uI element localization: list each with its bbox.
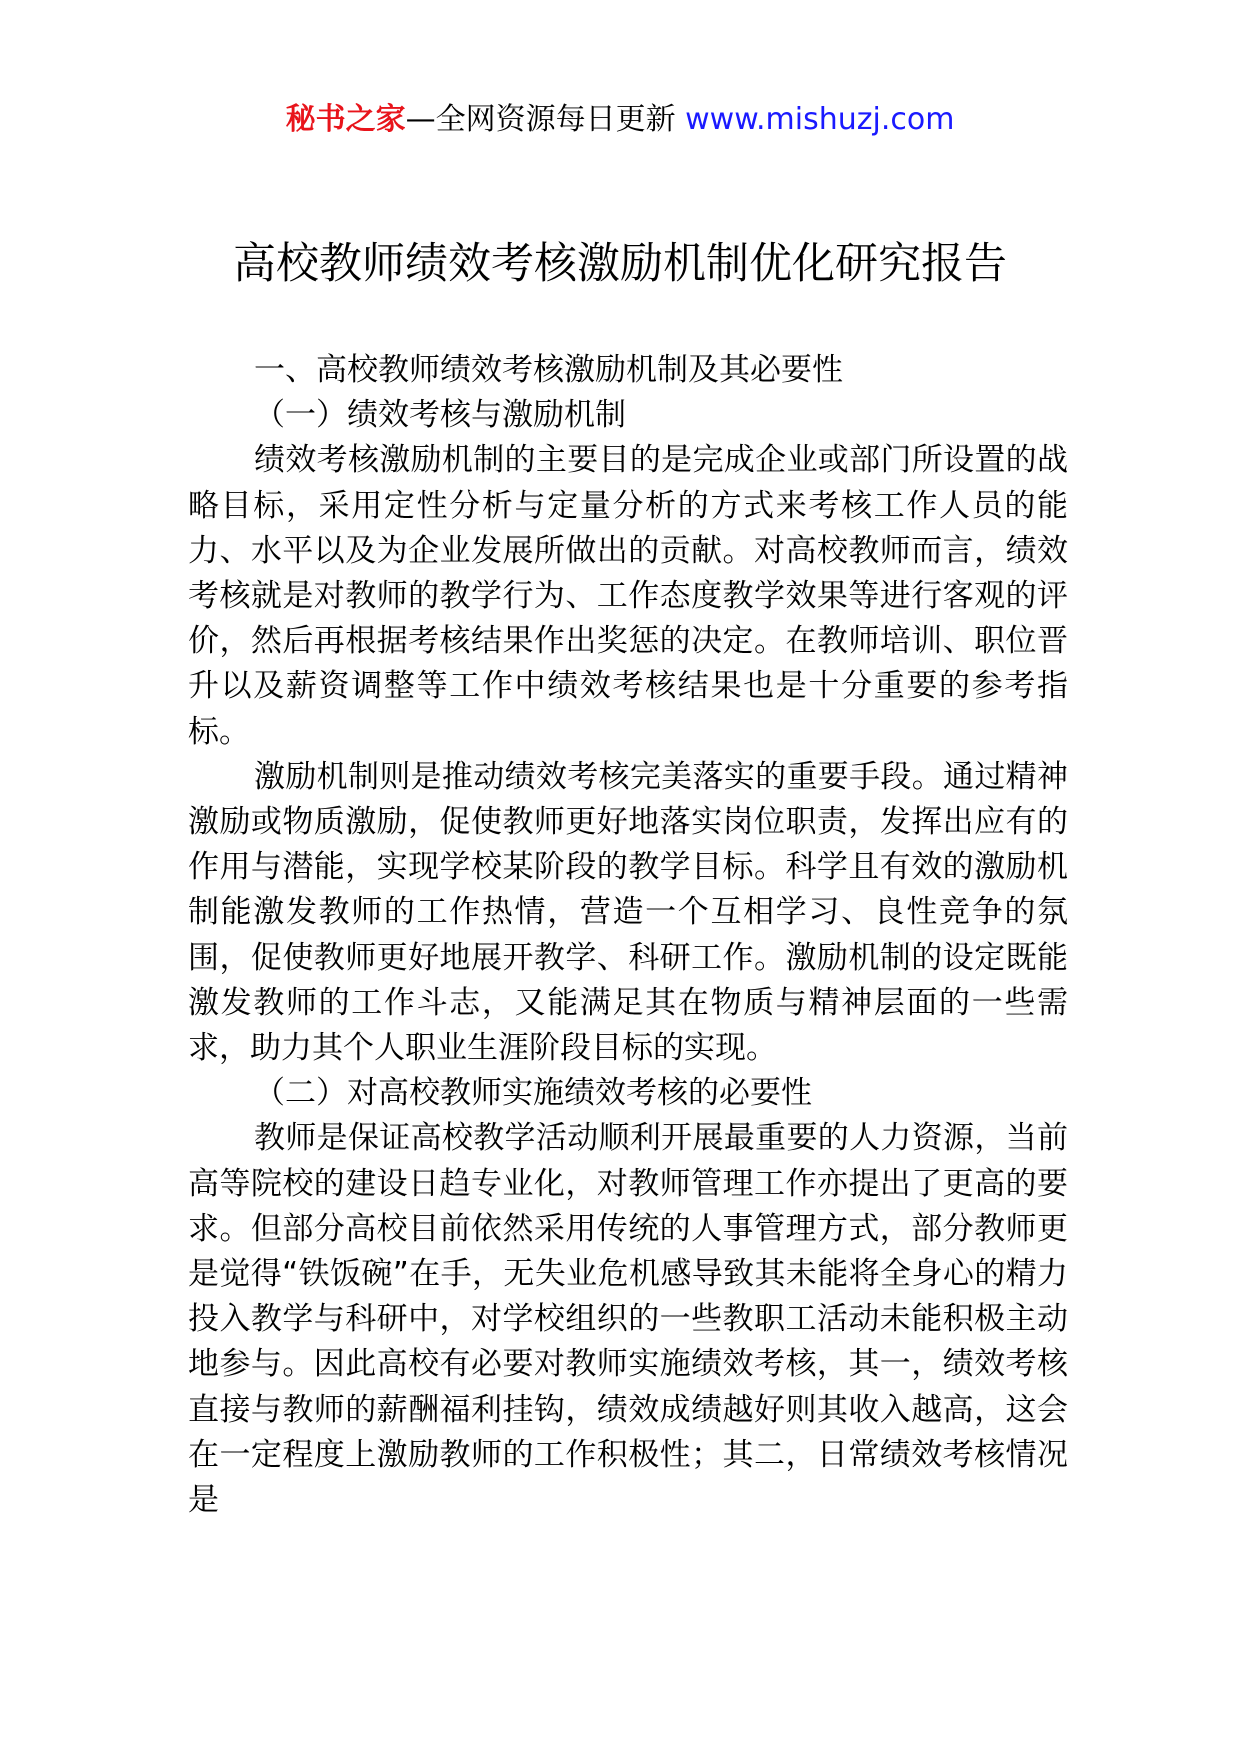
section-heading-1: 一、高校教师绩效考核激励机制及其必要性 bbox=[254, 352, 843, 388]
paragraph-2: 激励机制则是推动绩效考核完美落实的重要手段。通过精神激励或物质激励，促使教师更好地落实岗位职责，发挥出应有的作用与潜能，实现学校某阶段的教学目标。科学且有效的激励机制能激发教师的工作热情，营造一个互相学习、良性竞争的氛围，促使教师更好地展开教学、科研工作。激励机制的设定既能激发教师的工作斗志，又能满足其在物质与精神层面的一些需求，助力其个人职业生涯阶段目标的实现。 bbox=[188, 758, 1068, 1067]
site-header bbox=[0, 100, 1240, 140]
site-tagline: —全网资源每日更新 bbox=[405, 102, 686, 137]
subsection-heading-2: （二）对高校教师实施绩效考核的必要性 bbox=[254, 1075, 812, 1112]
document-body bbox=[188, 348, 1068, 1523]
paragraph-1: 绩效考核激励机制的主要目的是完成企业或部门所设置的战略目标，采用定性分析与定量分析的方式来考核工作人员的能力、水平以及为企业发展所做出的贡献。对高校教师而言，绩效考核就是对教师的教学行为、工作态度教学效果等进行客观的评价，然后再根据考核结果作出奖惩的决定。在教师培训、职位晋升以及薪资调整等工作中绩效考核结果也是十分重要的参考指标。 bbox=[188, 442, 1068, 750]
document-title: 高校教师绩效考核激励机制优化研究报告 bbox=[233, 239, 1007, 289]
subsection-heading-1: （一）绩效考核与激励机制 bbox=[254, 397, 626, 434]
paragraph-3: 教师是保证高校教学活动顺利开展最重要的人力资源，当前高等院校的建设日趋专业化，对教师管理工作亦提出了更高的要求。但部分高校目前依然采用传统的人事管理方式，部分教师更是觉得“铁饭碗”在手，无失业危机感导致其未能将全身心的精力投入教学与科研中，对学校组织的一些教职工活动未能积极主动地参与。因此高校有必要对教师实施绩效考核，其一，绩效考核直接与教师的薪酬福利挂钩，绩效成绩越好则其收入越高，这会在一定程度上激励教师的工作积极性；其二，日常绩效考核情况是 bbox=[188, 1120, 1068, 1519]
site-url-link[interactable]: www.mishuzj.com bbox=[685, 102, 955, 137]
site-brand: 秘书之家 bbox=[285, 102, 406, 137]
